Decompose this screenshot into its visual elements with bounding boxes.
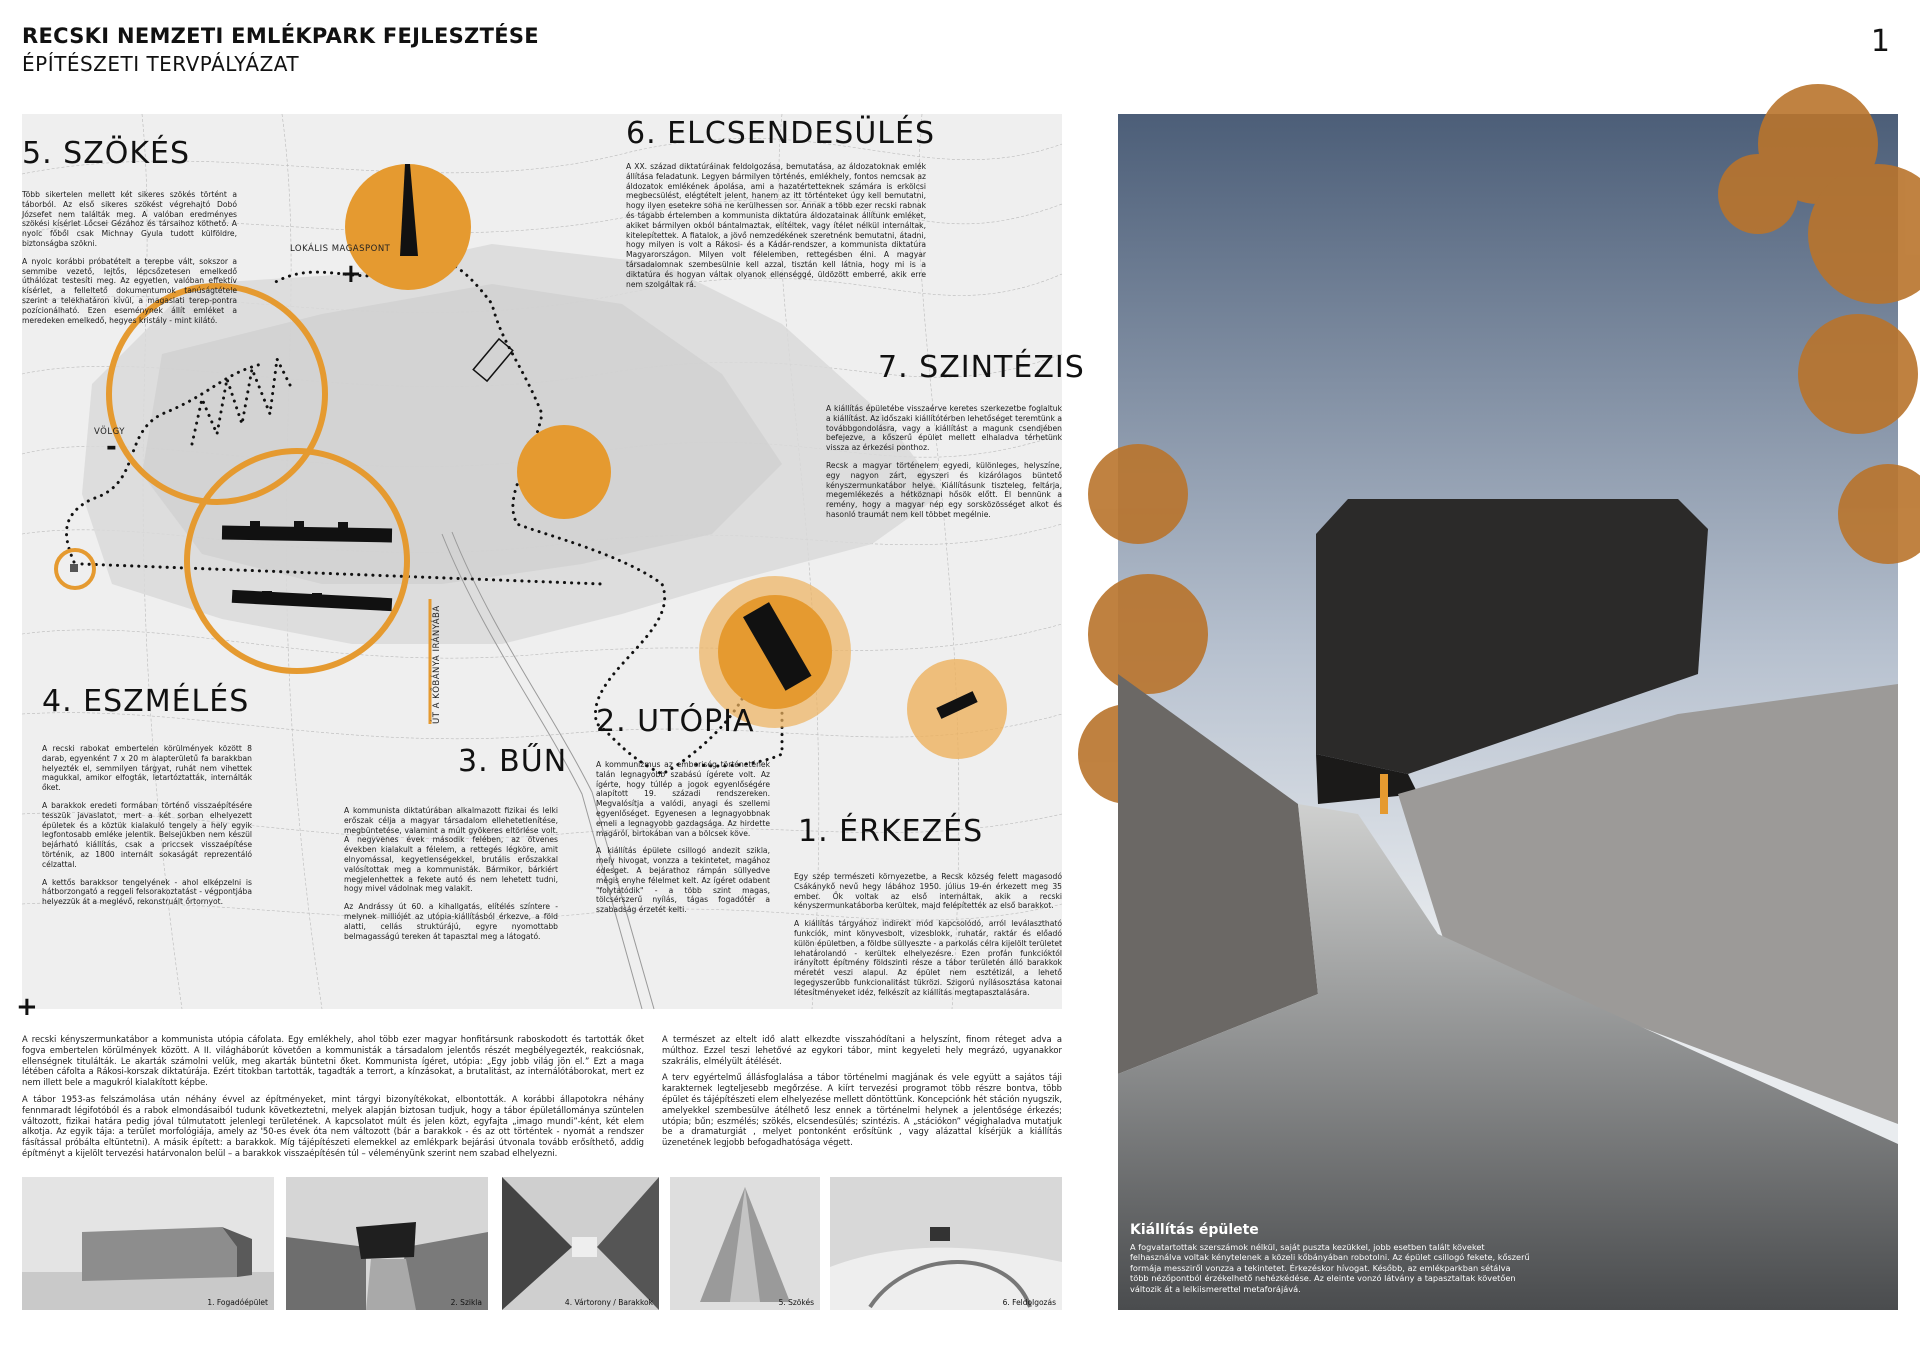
plus-marker-bottom: + [16,992,38,1022]
paragraph: A kiállítás tárgyához indirekt mód kapcsolódó, arról leválasztható funkciók, mint könyvesbolt, vizesblokk, ruhatár, raktár és előadó külön épületben, a földbe süllyeszte - a parkolás célra kijelölt területet lehatárolandó - kerültek elhelyezésre. Ezen profán funkcióktól irányított építmény földszinti része a tábor területén álló barakkok méretét veszi alapul. Az épület nem esztétizál, a lehető legegyszerűbb funkcionalitást tükrözi. Szigorú nyílásosztása katonai létesítményeket idéz, felkészít az kiállítás megtapasztalására. [794,919,1062,997]
heading-eszmeles: 4. ESZMÉLÉS [42,684,250,719]
paragraph: A tábor 1953-as felszámolása után néhány évvel az építményeket, mint tárgyi bizonyítékokat, elbontották. A korábbi állapotokra néhány fennmaradt légifotóból és a rabok elmondásaiból tudunk következtetni, melyek alapján biztosan tudjuk, hogy a tábor épületállománya szüntelen változott, fizikai határa pedig jóval túlmutatott jelenlegi területének. A kapcsolatot múlt és jelen közt, egyfajta „imago mundi”-ként, két elem alkotja. Az egyik tája: a terület morfológiája, amely az '50-es évek óta nem változott (bár a barakkok - és az ott történtek - nyomát a rendszer fásítással próbálta eltüntetni). A másik épített: a barakkok. Míg tájépítészeti elemekkel az emlékpark bejárási útvonala tovább erősíthető, addig építményt a kijelölt tervezési határvonalon belül – a barakkok visszaépítésén túl – véleményünk szerint nem szabad elhelyezni. [22,1093,644,1158]
paragraph: A XX. század diktatúráinak feldolgozása, bemutatása, az áldozatoknak emlék állítása feladatunk. Legyen bármilyen történés, emlékhely, fontos nemcsak az áldozatok emlékének ápolása, ami a hazatértetteknek számára is erkölcsi megbecsülést, elégtételt jelent, hanem az itt történteket úgy kell bemutatni, hogy ilyen esetekre soha ne kerülhessen sor. Annak a több ezer recski rabnak és tágabb értelemben a kommunista diktatúra áldozatainak állítunk emléket, akiket bármilyen okból bántalmaztak, elítéltek, vagy ítélet nélkül internáltak, kitelepítettek. A fiatalok, a jövő nemzedékének szeretnénk bemutatni, átadni, hogy milyen is volt a Rákosi- és a Kádár-rendszer, a kommunista diktatúra Magyarországon. Milyen volt félelemben, rettegésben élni. A magyar társadalomnak szembesülnie kell azzal, tisztán kell látnia, hogy mi is a diktatúra és hogyan váltak olyanok ellenséggé, üldözött emberré, akik erre nem szolgáltak rá. [626,162,926,289]
text-erkezes [794,872,1062,1006]
paragraph: A recski rabokat embertelen körülmények között 8 darab, egyenként 7 x 20 m alapterületű fa barakkban helyezték el, semmilyen tárgyat, ruhát nem vihettek magukkal, amikor elfogták, letartóztatták, internálták őket. [42,744,252,793]
paragraph: A recski kényszermunkatábor a kommunista utópia cáfolata. Egy emlékhely, ahol több ezer magyar honfitársunk raboskodott és tartották őket fogva embertelen körülmények között. A II. világháborút követően a kommunisták a társadalom jelentős részét megbélyegezték, reakciósnak, ellenségnek titulálták. Le akarták számolni velük, meg akarták büntetni őket. Kommunista ígéret, utópia: „Egy jobb világ jön el.” Ezt a maga létében cáfolta a Rákosi-korszak diktatúrája. Ezért titokban tartották, tagadták a terrort, a kínzásokat, a brutalitást, az internálótáborokat, mert ez nem illett bele a magukról kialakított képbe. [22,1034,644,1088]
render-description: A fogvatartottak szerszámok nélkül, saját puszta kezükkel, jobb esetben talált köveket felhasználva voltak kénytelenek a közeli kőbányában robotolni. Az épület csillogó fekete, kőszerű formája messziről vonzza a tekintetet. Érkezéskor hívogat. Később, az emlékparkban sétálva több nézőpontból érzékelhető nehézkédése. Az eleinte vonzó látvány a tapasztaltak követően változik át a lelkiismerettel metaforájává. [1130,1241,1530,1294]
exhibition-building-render [1118,114,1898,1310]
paragraph: A barakkok eredeti formában történő visszaépítésére tesszük javaslatot, mert a két sorban elhelyezett épületek és a köztük kialakuló tengely a hely egyik legfontosabb emléke jelentik. Belsejükben nem készül bejárható kiállítás, csak a priccsek visszaépítése történik, az 1800 internált sokaságát reprezentáló célzattal. [42,800,252,869]
thumbnail-fogadoepulet[interactable] [22,1177,274,1310]
label-kobanya: ÚT A KŐBÁNYA IRÁNYÁBA [432,605,442,724]
watchtower-barracks-image [502,1177,659,1310]
text-eszmeles [42,744,252,915]
thumbnail-caption: 6. Feldolgozás [1002,1298,1056,1307]
paragraph: A kommunizmus az emberiség történetének talán legnagyobb szabású ígérete volt. Az ígérte, hogy túllép a jogok egyenlőségére alapított 19. századi rendszereken. Megvalósítja a valódi, anyagi és szellemi egyenlőséget. Egyenesen a legnagyobbnak emeli a legnagyobb gazdagsága. Az hirdette magáról, birtokában van a bölcsek köve. [596,760,770,838]
paragraph: Egy szép természeti környezetbe, a Recsk község felett magasodó Csákánykő nevű hegy lábához 1950. július 19-én érkezett meg 35 ember. Ők voltak az első internáltak, akik a recski kényszermunkatáborba kerültek, majd felépítették az első barakkot. [794,872,1062,911]
text-bun [344,806,558,949]
paragraph: A kommunista diktatúrában alkalmazott fizikai és lelki erőszak célja a magyar társadalom ellehetetlenítése, megbüntetése, valamint a múlt gyökeres eltörlése volt. A negyvenes évek második felében, az ötvenes években kialakult a félelem, a rettegés légköre, amit elnyomással, kegyetlenségekkel, brutális erőszakkal valósítottak meg a kommunisták. Bármikor, bárkiért megjelenhettek a fekete autó és nem lehetett tudni, hogy mivel vádolnak meg valakit. [344,806,558,894]
heading-bun: 3. BŰN [458,744,568,779]
thumbnail-szikla[interactable] [286,1177,488,1310]
render-title: Kiállítás épülete [1130,1221,1259,1238]
paragraph: A kiállítás épülete csillogó andezit szikla, mely hivogat, vonzza a tekintetet, magához édesget. A bejárathoz rámpán süllyedve mégis enyhe félelmet kelt. Az ígéret odabent "folytatódik" - a több szint magas, tölcsérszerű nyílás, tágas fogadótér a szabadság érzetét kelti. [596,846,770,915]
paragraph: Több sikertelen mellett két sikeres szökés történt a táborból. Az első sikeres szökést végrehajtó Dobó Józsefet nem találták meg. A valóban eredményes szökési kísérlet Lőcsei Gézához és társaihoz köthető. A nyolc főből csak Michnay Gyula tudott külföldre, biztonságba szökni. [22,190,237,248]
thumbnail-vartorony[interactable] [502,1177,659,1310]
thumbnail-caption: 1. Fogadóépület [207,1298,268,1307]
thumbnail-caption: 2. Szikla [450,1298,482,1307]
paragraph: A kettős barakksor tengelyének - ahol elképzelni is hátborzongató a reggeli felsorakoztatást - végpontjába helyezzük át a meglévő, rekonstruált őrtornyot. [42,877,252,907]
thumbnail-szokes[interactable] [670,1177,820,1310]
label-lokalis-magaspont: LOKÁLIS MAGASPONT [290,244,391,254]
render-caption [1130,1222,1530,1295]
minus-marker: - [106,432,117,462]
paragraph: A természet az eltelt idő alatt elkezdte visszahódítani a helyszínt, finom réteget adva a múlthoz. Ezzel teszi lehetővé az egykori tábor, mint kegyeleti hely megrázó, ugyanakkor szakrális, elmélyült átélését. [662,1034,1062,1066]
heading-elcsendesules: 6. ELCSENDESÜLÉS [626,116,935,151]
heading-szokes: 5. SZÖKÉS [22,136,191,171]
escape-crystal-image [670,1177,820,1310]
heading-utopia: 2. UTÓPIA [596,704,755,739]
text-szintezis [826,404,1062,528]
heading-erkezes: 1. ÉRKEZÉS [798,814,984,849]
thumbnail-caption: 5. Szökés [778,1298,814,1307]
paragraph: Recsk a magyar történelem egyedi, különleges, helyszíne, egy nagyon zárt, egyszeri és kizárólagos büntető kényszermunkatábor helye. Kiállításunk tiszteleg, feltárja, megemlékezés a hétköznapi hősök előtt. Él bennünk a remény, hogy a magyar nép egy sorsközösséget alkot és hasonló traumát nem kell többet megélnie. [826,460,1062,519]
paragraph: A terv egyértelmű állásfoglalása a tábor történelmi magjának és vele együtt a sajátos táji karakternek legteljesebb megőrzése. A kiírt tervezési programot több részre bontva, több épület és tájépítészeti elem elhelyezése mellett döntöttünk. Koncepciónk hét stáción nyugszik, amelyekkel szembesülve átélhető lesz ennek a történelmi helynek a jelentősége érkezés; utópia; bűn; eszmélés; szökés, elcsendesülés; szintézis. A „stációkon” végighaladva mutatjuk be a dramaturgiát , melyet pontonként erősítünk , vagy alázattal kísérjük a kiállítás üzenetének legjobb befogadhatósága végett. [662,1072,1062,1148]
paragraph: A nyolc korábbi próbatételt a terepbe vált, sokszor a semmibe vezető, lejtős, lépcsőzetesen emelkedő úthálózat testesíti meg. Az egyetlen, valóban effektív kísérlet, a felleltető dokumentumok tanúságtétele szerint a telekhatáron kívül, a magaslati terep-pontra pozícionálható. Ezen eseménynek állít emléket a meredeken emelkedő, hegyes kristály - mint kilátó. [22,256,237,325]
paragraph: A kiállítás épületébe visszaérve keretes szerkezetbe foglaltuk a kiállítást. Az időszaki kiállítótérben lehetőséget teremtünk a továbbgondolásra, vagy a kiállítást a magunk csendjében befejezve, a kőszerű épület mellett elhaladva térhetünk vissza az érkezési ponthoz. [826,404,1062,453]
page-number: 1 [1870,24,1890,59]
text-intro-left [22,1034,644,1165]
rock-building-image [286,1177,488,1310]
label-volgy: VÖLGY [94,427,125,437]
plus-marker: + [340,259,362,289]
thumbnail-feldolgozas[interactable] [830,1177,1062,1310]
text-intro-right [662,1034,1062,1154]
text-szokes [22,190,237,333]
text-utopia [596,760,770,923]
text-elcsendesules [626,162,926,297]
processing-landscape-image [830,1177,1062,1310]
heading-szintezis: 7. SZINTÉZIS [878,350,1085,385]
paragraph: Az Andrássy út 60. a kihallgatás, elítélés színtere - melynek milliójét az utópia-kiállításból érkezve, a föld alatti, cellás struktúrájú, egyre nyomottabb belmagasságú tereken át tapasztal meg a látogató. [344,902,558,941]
thumbnail-caption: 4. Vártorony / Barakkok [564,1298,653,1307]
render-image [1118,114,1898,1310]
site-map-panel [22,114,1085,1009]
page-title: RECSKI NEMZETI EMLÉKPARK FEJLESZTÉSE [22,24,539,48]
page-subtitle: ÉPÍTÉSZETI TERVPÁLYÁZAT [22,52,300,76]
reception-building-image [22,1177,274,1310]
